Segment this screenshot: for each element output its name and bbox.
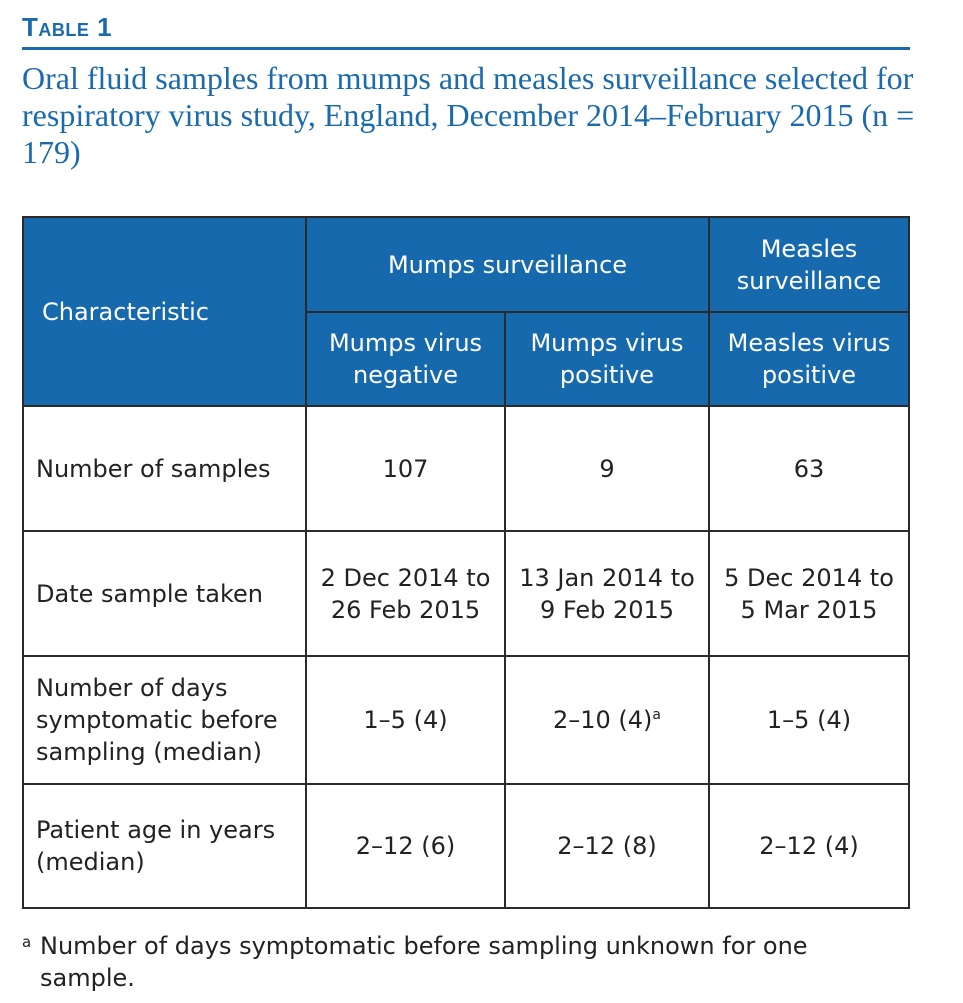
row-label: Number of samples [23,406,306,531]
table-footnote [22,930,922,994]
cell-mumps-positive [505,656,709,784]
cell-measles-positive: 5 Dec 2014 to 5 Mar 2015 [709,531,909,656]
footnote-text: Number of days symptomatic before sampling unknown for one sample. [40,932,808,992]
row-label: Date sample taken [23,531,306,656]
title-rule [22,47,910,50]
cell-mumps-positive: 9 [505,406,709,531]
cell-mumps-negative: 1–5 (4) [306,656,505,784]
header-row-1 [23,217,909,312]
measles-surveillance-header: Measles surveillance [709,217,909,312]
table-row [23,406,909,531]
table-row [23,784,909,908]
footnote-marker: a [652,707,662,723]
cell-mumps-negative: 2–12 (6) [306,784,505,908]
measles-positive-header: Measles virus positive [709,312,909,406]
table-caption: Oral fluid samples from mumps and measles surveillance selected for respiratory virus study, England, December 2014–February 2015 (n = 179) [22,60,915,170]
cell-mumps-positive: 2–12 (8) [505,784,709,908]
mumps-negative-header: Mumps virus negative [306,312,505,406]
footnote-marker: a [22,933,32,951]
mumps-surveillance-header: Mumps surveillance [306,217,709,312]
row-label: Number of days symptomatic before sampling (median) [23,656,306,784]
table-row [23,531,909,656]
data-table [22,216,910,909]
mumps-positive-header: Mumps virus positive [505,312,709,406]
table-label [22,12,112,43]
cell-measles-positive: 1–5 (4) [709,656,909,784]
table-row [23,656,909,784]
table-label-text: Table 1 [22,12,113,42]
characteristic-header: Characteristic [23,217,306,406]
cell-mumps-negative: 2 Dec 2014 to 26 Feb 2015 [306,531,505,656]
cell-mumps-positive: 13 Jan 2014 to 9 Feb 2015 [505,531,709,656]
cell-measles-positive: 2–12 (4) [709,784,909,908]
row-label: Patient age in years (median) [23,784,306,908]
cell-mumps-negative: 107 [306,406,505,531]
cell-value: 2–10 (4) [552,706,653,734]
cell-measles-positive: 63 [709,406,909,531]
